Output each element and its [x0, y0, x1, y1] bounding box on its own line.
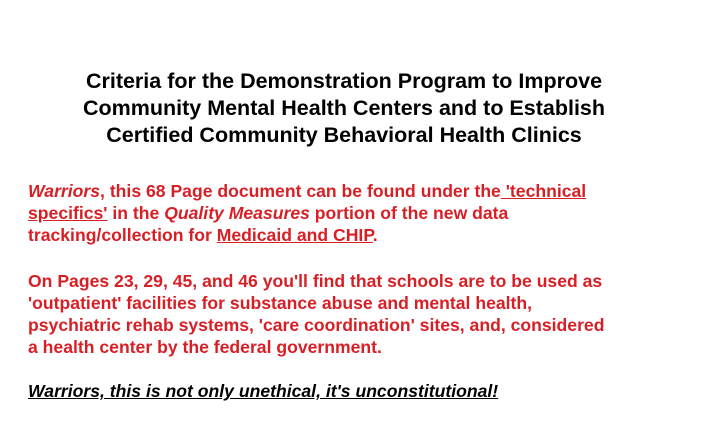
title-line-2: Community Mental Health Centers and to Establish [82, 96, 606, 120]
pages-paragraph [28, 270, 688, 358]
title-line-1: Criteria for the Demonstration Program to Improve [85, 69, 603, 93]
intro-line-1 [28, 180, 678, 202]
intro-text-1: , this 68 Page document can be found under the [100, 181, 501, 201]
pages-line-1: On Pages 23, 29, 45, and 46 you'll find that schools are to be used as [28, 271, 603, 291]
title-line-3: Certified Community Behavioral Health Clinics [106, 123, 582, 147]
intro-line-3 [28, 224, 678, 246]
intro-text-4: tracking/collection for [28, 225, 217, 245]
medicaid-chip-link[interactable]: Medicaid and CHIP [216, 225, 373, 245]
technical-specifics-link-part1[interactable]: 'technical [500, 181, 587, 201]
intro-text-2: in the [107, 203, 165, 223]
document-title [0, 68, 688, 149]
warriors-word: Warriors [28, 181, 101, 201]
warning-statement: Warriors, this is not only unethical, it's unconstitutional! [28, 381, 499, 401]
quality-measures-text: Quality Measures [164, 203, 310, 223]
intro-paragraph [28, 180, 678, 246]
intro-text-3: portion of the new data [309, 203, 509, 223]
technical-specifics-link-part2[interactable]: specifics' [28, 203, 108, 223]
pages-line-4: a health center by the federal government. [28, 337, 382, 357]
pages-line-2: 'outpatient' facilities for substance abuse and mental health, [28, 293, 533, 313]
pages-line-3: psychiatric rehab systems, 'care coordination' sites, and, considered [28, 315, 605, 335]
intro-line-2 [28, 202, 678, 224]
intro-text-5: . [372, 225, 378, 245]
